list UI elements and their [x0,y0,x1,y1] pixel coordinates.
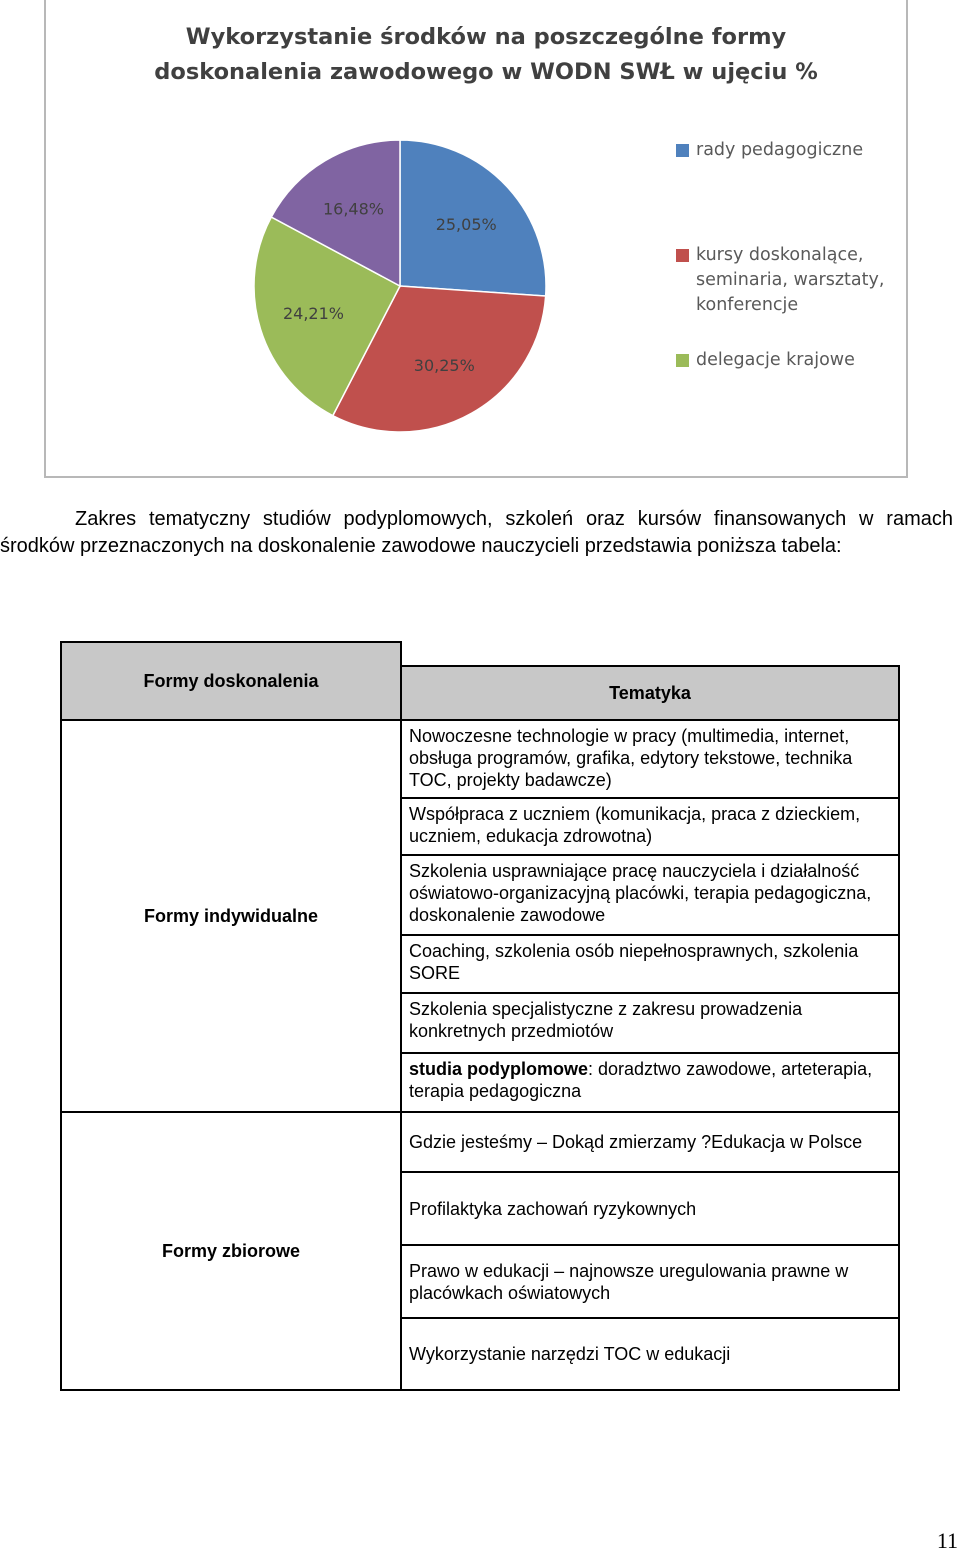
legend-item-kursy [676,243,884,318]
header-topics: Tematyka [401,666,899,720]
pie-label-1: 30,25% [413,355,475,375]
pie-label-2: 24,21% [282,303,345,323]
table-border [400,1244,900,1246]
topic-studies-bold: studia podyplomowe [409,1059,589,1079]
legend-swatch-red [676,249,689,262]
table-border [400,665,900,667]
header-forms: Formy doskonalenia [61,642,401,720]
pie-chart [44,0,908,478]
pie-svg [46,0,910,478]
table-border [60,641,62,1391]
topic-row: Profilaktyka zachowań ryzykownych [409,1198,697,1219]
legend-swatch-blue [676,144,689,157]
pie-label-3: 16,48% [322,199,385,219]
legend-label-rady: rady pedagogiczne [696,140,864,160]
chart-title-line-2: doskonalenia zawodowego w WODN SWŁ w ujęciu % [154,59,818,85]
intro-text: Zakres tematyczny studiów podyplomowych, szkoleń oraz kursów finansowanych w ramach środków przeznaczonych na doskonalenie zawodowe nauczycieli przedstawia poniższa tabela: [0,508,953,557]
table-border [60,1111,900,1113]
table-border [898,665,900,1391]
legend-item-delegacje [676,348,855,373]
topic-row: Nowoczesne technologie w pracy (multimedia, internet, obsługa programów, grafika, edytory tekstowe, technika TOC, projekty badawcze) [409,726,853,790]
table-border [400,641,402,1391]
group-collective: Formy zbiorowe [161,1240,300,1261]
legend-swatch-green [676,354,689,367]
table-border [400,1171,900,1173]
topic-row: Wykorzystanie narzędzi TOC w edukacji [409,1344,731,1364]
topic-row: Współpraca z uczniem (komunikacja, praca z dzieckiem, uczniem, edukacja zdrowotna) [409,804,861,846]
pie-label-0: 25,05% [435,215,497,235]
topic-row-studies [401,1053,899,1112]
page-number: 11 [936,1528,958,1553]
table-border [400,797,900,799]
topic-studies-rest: : doradztwo zawodowe, arteterapia, terapia pedagogiczna [409,1059,873,1101]
intro-paragraph [0,506,953,560]
table-border [60,719,900,721]
table-border [400,992,900,994]
legend-item-rady [676,138,863,163]
topic-row: Coaching, szkolenia osób niepełnosprawnych, szkolenia SORE [409,941,859,983]
group-individual: Formy indywidualne [143,905,319,926]
table-border [60,1389,900,1391]
topic-row: Prawo w edukacji – najnowsze uregulowania prawne w placówkach oświatowych [409,1260,849,1303]
table-border [400,854,900,856]
legend-label-delegacje: delegacje krajowe [696,350,855,370]
table-border [400,934,900,936]
table-border [400,1052,900,1054]
table-border [400,1317,900,1319]
topic-row: Gdzie jesteśmy – Dokąd zmierzamy ?Edukacja w Polsce [409,1132,863,1152]
legend-label-kursy: kursy doskonalące, seminaria, warsztaty, konferencje [696,245,885,315]
topic-row: Szkolenia usprawniające pracę nauczyciela i działalność oświatowo-organizacyjną placówki, terapia pedagogiczna, doskonalenie zawodowe [409,861,872,925]
chart-title-line-1: Wykorzystanie środków na poszczególne formy [185,24,787,50]
table-border [60,641,401,643]
topic-row: Szkolenia specjalistyczne z zakresu prowadzenia konkretnych przedmiotów [409,999,803,1041]
